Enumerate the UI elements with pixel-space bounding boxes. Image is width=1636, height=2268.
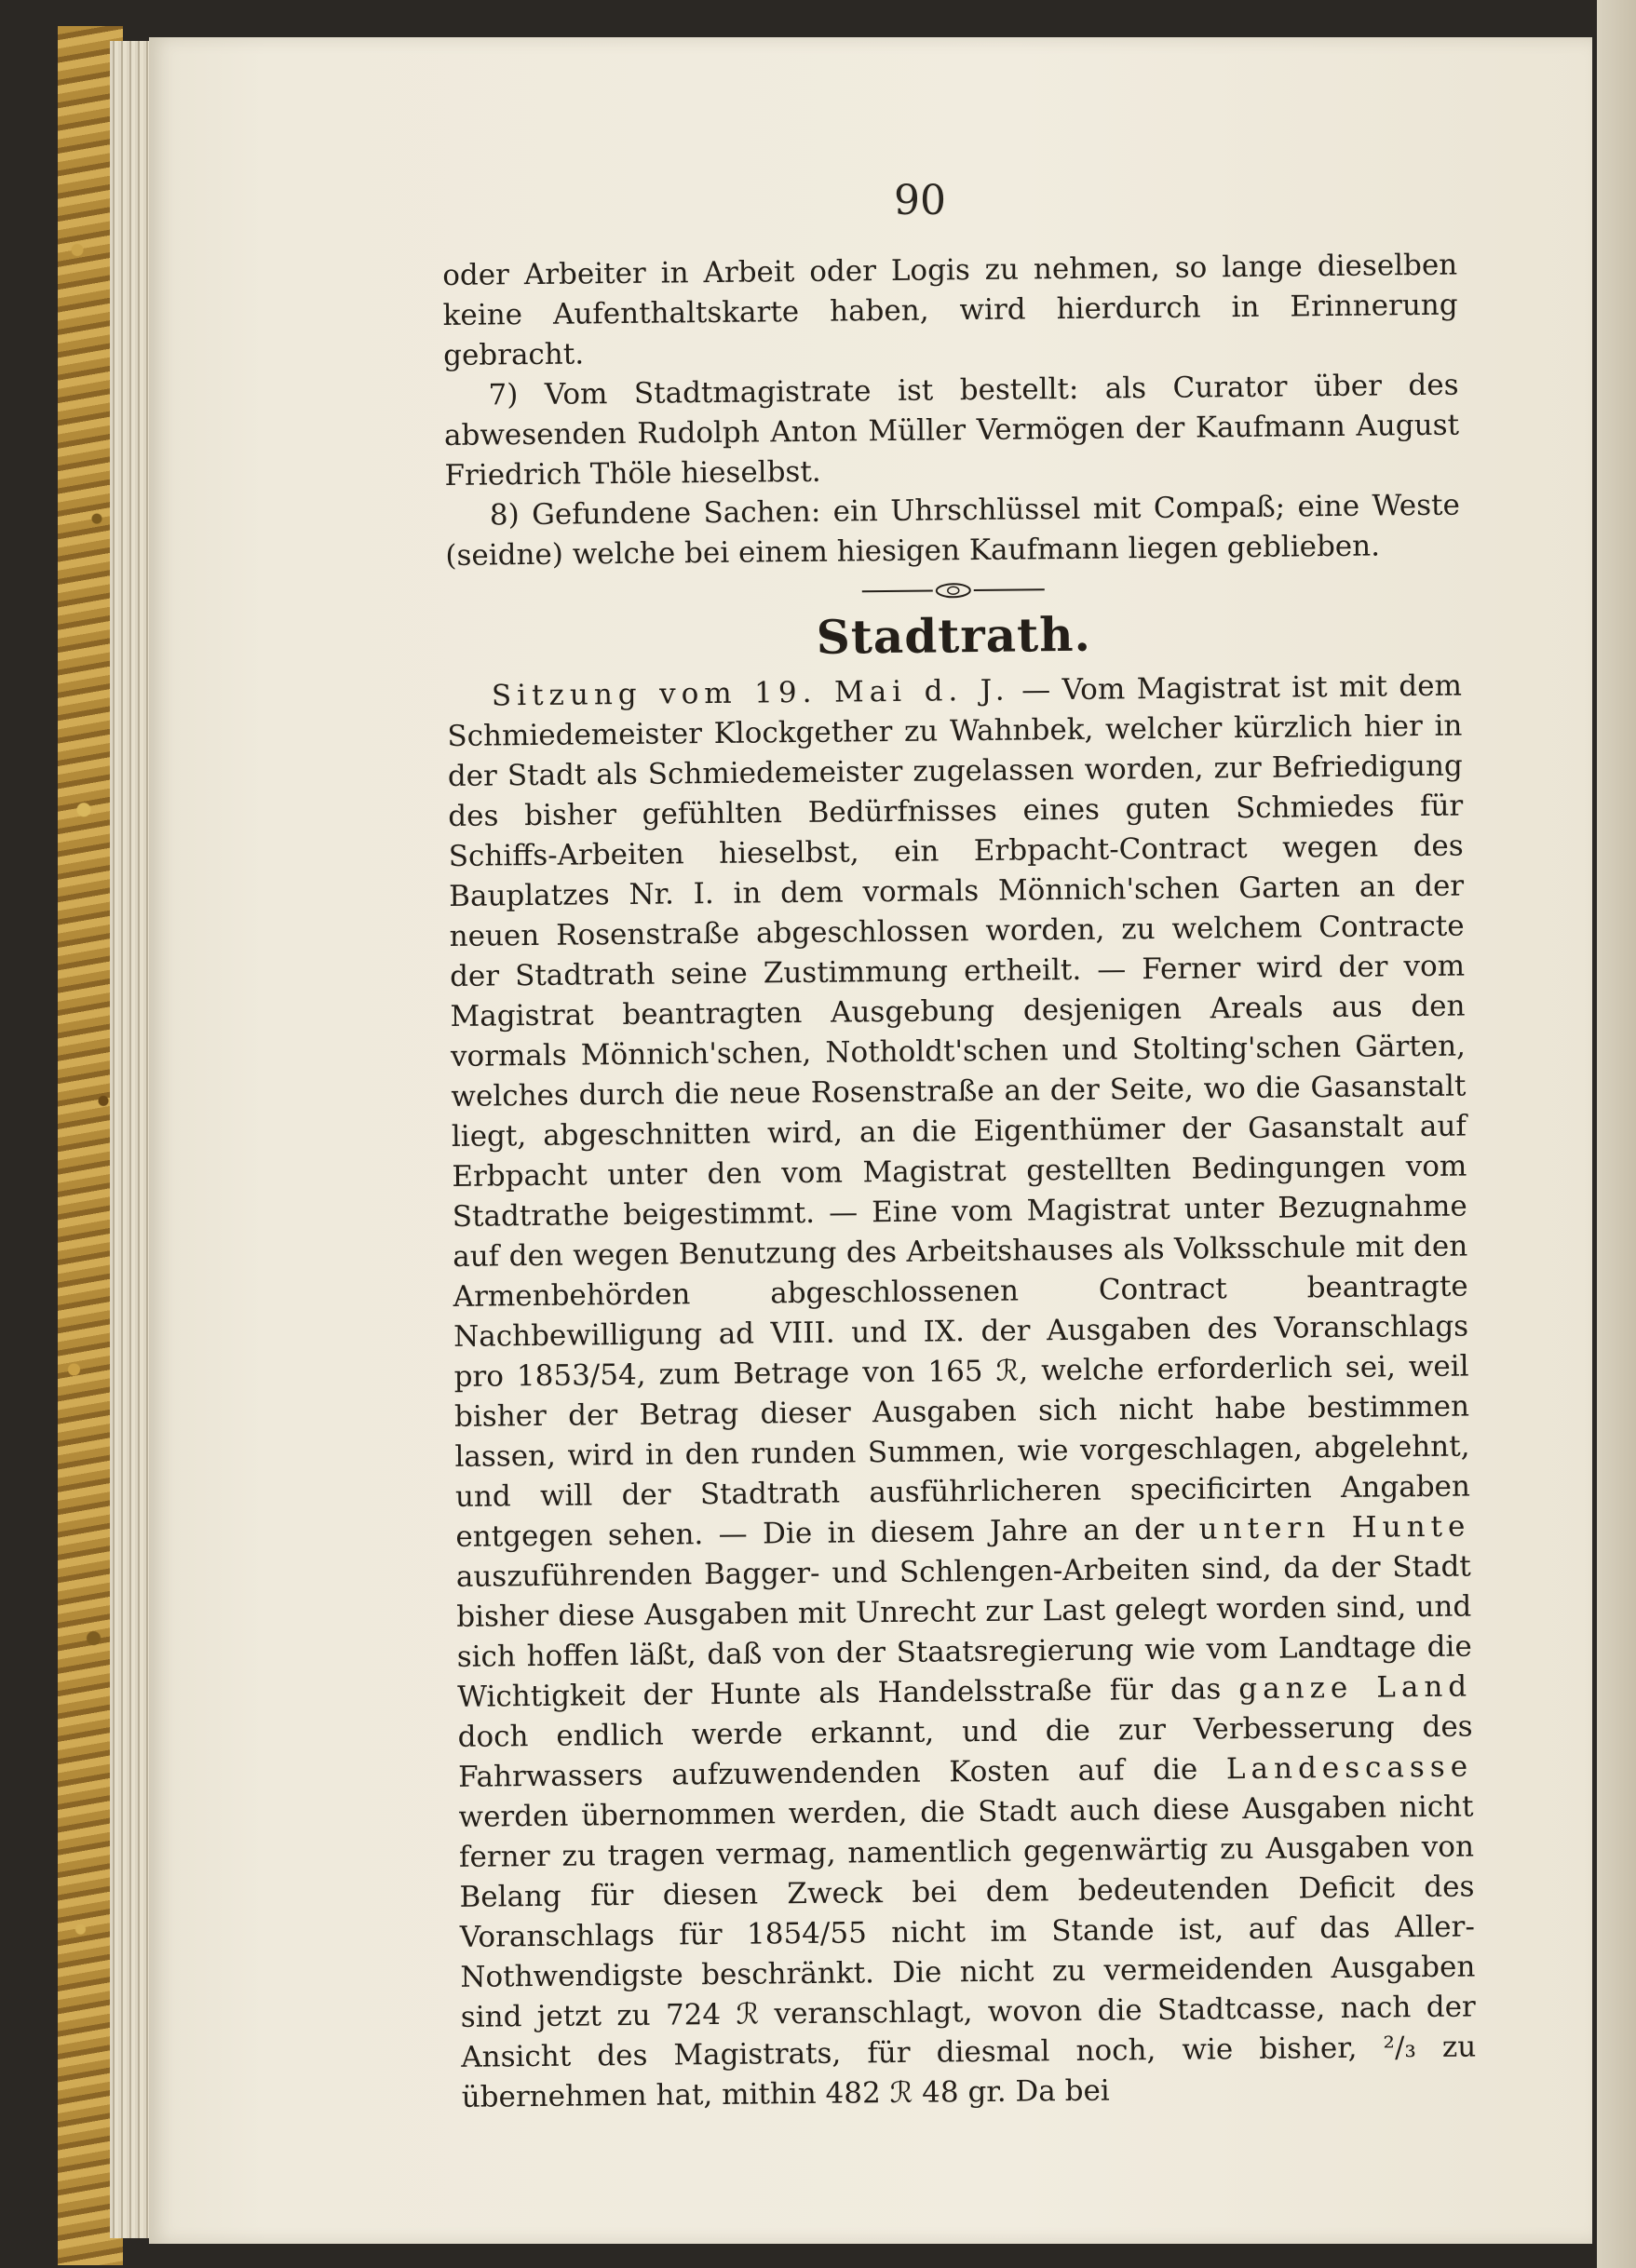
sitzung-body: — Vom Magistrat ist mit dem Schmiedemeister Klockgether zu Wahnbek, welcher kürzlich hier in der Stadt als Schmiedemeister zugelassen worden, zur Befriedigung des bisher gefühlten Bedürfnisses eines guten Schmiedes für Schiffs-Arbeiten hieselbst, ein Erbpacht-Contract wegen des Bauplatzes Nr. I. in dem vormals Mönnich'schen Garten an der neuen Rosenstraße abgeschlossen worden, zu welchem Contracte der Stadtrath seine Zustimmung ertheilt. — Ferner wird der vom Magistrat beantragten Ausgebung desjenigen Areals aus den vormals Mönnich'schen, Notholdt'schen und Stolting'schen Gärten, welches durch die neue Rosenstraße an der Seite, wo die Gasanstalt liegt, abgeschnitten wird, an die Eigenthümer der Gasanstalt auf Erbpacht unter den vom Magistrat gestellten Bedingungen vom Stadtrathe beigestimmt. — Eine vom Magistrat unter Bezugnahme auf den wegen Benutzung des Arbeitshauses als Volksschule mit den Armenbehörden abgeschlossenen Contract beantragte Nachbewilligung ad VIII. und IX. der Ausgaben des Voranschlags pro 1853/54, zum Betrage von 165 ℛ, welche erforderlich sei, weil bisher der Betrag dieser Ausgaben sich nicht habe bestimmen lassen, wird in den runden Summen, wie vorgeschlagen, abgelehnt, und will der Stadtrath ausführlicheren specificirten Angaben entgegen sehen. — Die in diesem Jahre an der	[447, 668, 1471, 1554]
sitzung-body-4: werden übernommen werden, die Stadt auch diese Ausgaben nicht ferner zu tragen vermag, namentlich gegenwärtig zu Ausgaben von Belang für diesen Zweck bei dem bedeutenden Deficit des Voranschlags für 1854/55 nicht im Stande ist, auf das Aller-Nothwendigste beschränkt. Die nicht zu vermeidenden Ausgaben sind jetzt zu 724 ℛ veranschlagt, wovon die Stadtcasse, nach der Ansicht des Magistrats, für diesmal noch, wie bisher, ²/₃ zu übernehmen hat, mithin 482 ℛ 48 gr. Da bei	[458, 1789, 1477, 2114]
untern-hunte: untern Hunte	[1198, 1509, 1471, 1546]
right-edge	[1597, 0, 1636, 2268]
landescasse: Landescasse	[1225, 1749, 1474, 1787]
page-text	[442, 246, 1477, 2118]
paragraph-curator: 7) Vom Stadtmagistrate ist bestellt: als Curator über des abwesenden Rudolph Anton Müller Vermögen der Kaufmann August Friedrich Thöle hieselbst.	[443, 368, 1460, 493]
sitzung-body-3: doch endlich werde erkannt, und die zur Verbesserung des Fahrwassers aufzuwendenden Kosten auf die	[457, 1709, 1473, 1794]
sitzung-body-2: auszuführenden Bagger- und Schlengen-Arbeiten sind, da der Stadt bisher diese Ausgaben mit Unrecht zur Last gelegt worden sind, und sich hoffen läßt, daß von der Staatsregierung wie vom Landtage die Wichtigkeit der Hunte als Handelsstraße für das	[455, 1549, 1472, 1714]
ornament-divider-icon	[860, 579, 1047, 601]
paragraph-gefundene-sachen: 8) Gefundene Sachen: ein Uhrschlüssel mit Compaß; eine Weste (seidne) welche bei einem hiesigen Kaufmann liegen geblieben.	[445, 488, 1461, 573]
paragraph-stadtrath-sitzung	[447, 667, 1477, 2118]
section-heading: Stadtrath.	[816, 606, 1092, 665]
paragraph-aufenthaltskarte: oder Arbeiter in Arbeit oder Logis zu nehmen, so lange dieselben keine Aufenthaltskarte haben, wird hierdurch in Erinnerung gebracht.	[442, 248, 1458, 372]
ganze-land: ganze Land	[1238, 1669, 1473, 1707]
sitzung-label: Sitzung vom 19. Mai d. J.	[491, 673, 1010, 713]
page-number: 90	[894, 177, 946, 224]
